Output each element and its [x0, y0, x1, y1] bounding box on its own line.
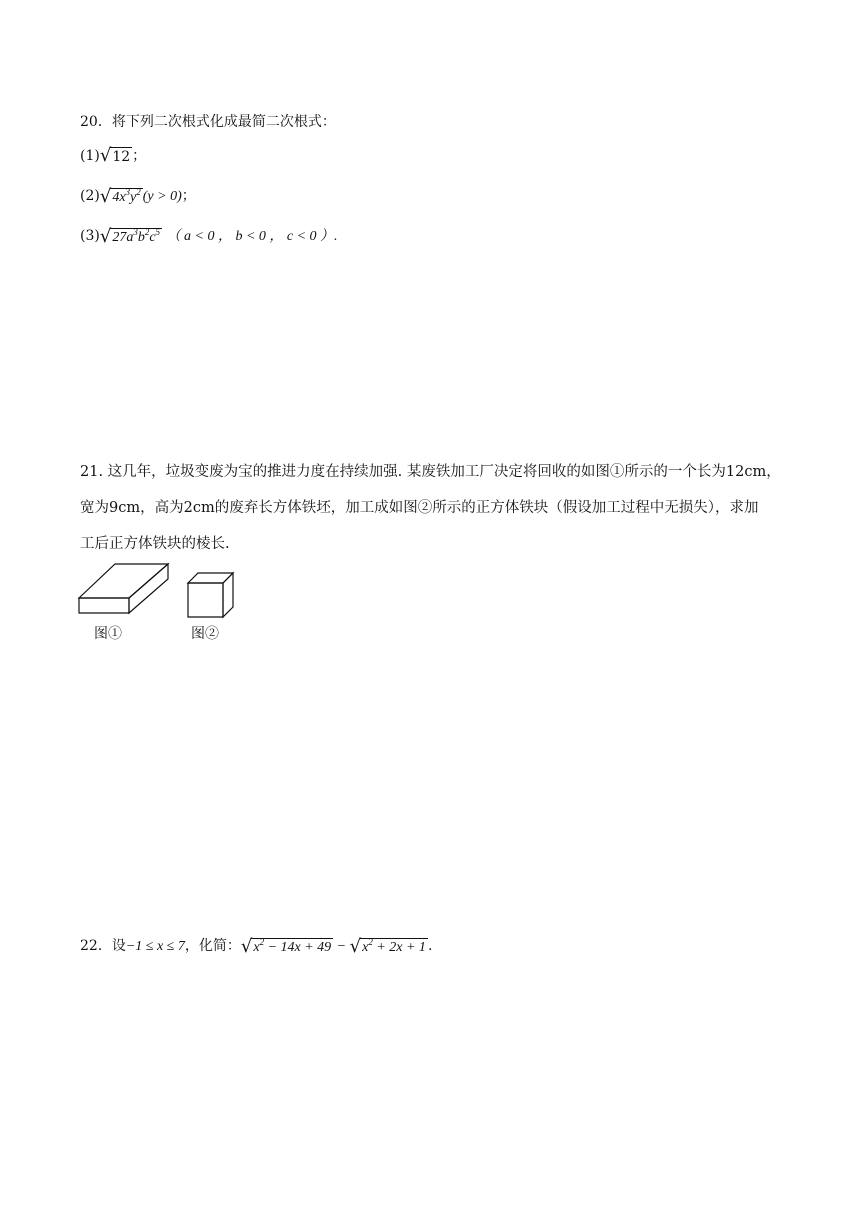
q22-r1-exp: 2 [259, 937, 265, 947]
q22-radicand-2 [360, 938, 428, 957]
q22-radicand-1 [251, 938, 333, 957]
q22-r2-rest: + 2x + 1 [372, 940, 426, 955]
q22-minus: − [333, 939, 350, 954]
q20-p3-term-a: 27a [112, 230, 134, 245]
q20-p2-radicand [110, 188, 142, 207]
q20-stem-text: 20．将下列二次根式化成最简二次根式： [80, 114, 336, 130]
q20-p3-label: (3) [80, 228, 100, 244]
cuboid-top-face [79, 564, 168, 598]
q20-p1-end: ； [132, 148, 147, 164]
q20-stem [80, 112, 336, 132]
q22-mid: ，化简： [184, 938, 241, 954]
q20-p1-radical: √ 12 [99, 145, 131, 166]
q22-prefix: 22．设 [80, 938, 126, 954]
cuboid-figure [76, 560, 176, 618]
q22-r2-x: x [362, 940, 369, 955]
q22-condition: −1 ≤ x ≤ 7 [125, 939, 185, 954]
q20-p2-end: ； [181, 188, 196, 204]
q20-p3-condition: （ a < 0 ， b < 0 ， c < 0 ）. [166, 229, 338, 244]
q21-line3 [80, 534, 230, 554]
q20-p2-condition: (y > 0) [142, 189, 182, 204]
q22-r1-x: x [253, 940, 260, 955]
q20-p3-term-b: b [137, 230, 145, 245]
q22-radical-1: √ $x^2 - 14x + 49$ [240, 936, 332, 957]
cuboid-side-face [129, 564, 168, 613]
q20-part2 [80, 186, 196, 207]
q20-p3-exp3: 5 [155, 227, 161, 237]
fig2-label-text: 图② [191, 626, 219, 642]
q20-p2-term-b: y [130, 190, 137, 205]
q20-p2-label: (2) [80, 188, 100, 204]
q20-p1-radicand: 12 [112, 149, 131, 165]
cuboid-front-face [79, 598, 129, 613]
q21-line1 [80, 462, 781, 482]
q20-p2-radical: √ $4x^3y^2$ [99, 186, 141, 207]
q22-r1-rest: − 14x + 49 [264, 940, 332, 955]
q20-p3-term-c: c [149, 230, 156, 245]
fig2-label [191, 624, 219, 644]
cube-side-face [223, 573, 233, 617]
q20-p2-exp2: 2 [136, 187, 141, 197]
q20-p3-exp2: 2 [144, 227, 150, 237]
q20-p1-label: (1) [80, 148, 100, 164]
q20-p3-exp1: 3 [133, 227, 138, 237]
q22-r2-exp: 2 [368, 937, 373, 947]
q20-p2-term-a: 4x [112, 190, 126, 205]
q20-part3 [80, 226, 338, 247]
q20-p3-radicand [110, 228, 162, 247]
cube-top-face [188, 573, 233, 583]
q21-line1-text: 21. 这几年，垃圾变废为宝的推进力度在持续加强. 某废铁加工厂决定将回收的如图①所示的一个长为12cm， [80, 464, 781, 480]
q22-line [80, 936, 432, 957]
q20-p2-exp1: 3 [125, 187, 131, 197]
q20-part1 [80, 146, 146, 166]
q20-p3-radical: √ $27a^3b^2c^5$ [99, 226, 161, 247]
q22-end: . [427, 938, 433, 954]
fig1-label [94, 624, 122, 644]
q22-radical-2: √ $x^2 + 2x + 1$ [349, 936, 426, 957]
q21-line2-text: 宽为9cm，高为2cm的废弃长方体铁坯，加工成如图②所示的正方体铁块（假设加工过程中无损失），求加 [80, 500, 759, 516]
q21-line3-text: 工后正方体铁块的棱长. [80, 536, 230, 552]
q21-line2 [80, 498, 758, 518]
fig1-label-text: 图① [94, 626, 122, 642]
cube-figure [184, 570, 240, 622]
cube-front-face [188, 583, 223, 617]
